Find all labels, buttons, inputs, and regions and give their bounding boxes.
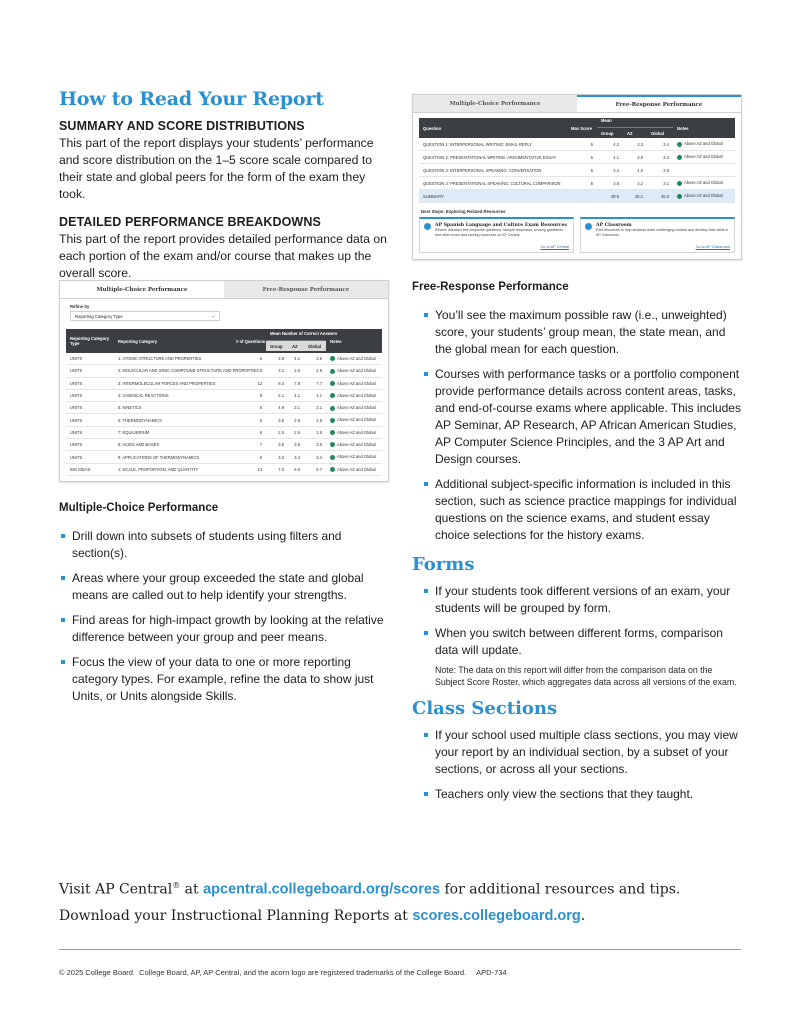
list-item: Teachers only view the sections that they taught. — [422, 786, 742, 803]
mc-table-body — [66, 353, 382, 476]
summary-heading: SUMMARY AND SCORE DISTRIBUTIONS — [59, 119, 305, 133]
table-cell: 6 — [259, 429, 262, 435]
above-badge-icon — [330, 455, 335, 460]
list-item: Find areas for high-impact growth by looking at the relative difference between your group and peer means. — [59, 612, 389, 646]
notes-text: Above AZ and Global — [684, 141, 723, 147]
forms-heading: Forms — [412, 554, 475, 575]
table-cell: 2.6 — [316, 429, 322, 435]
table-cell: QUESTION 2: PRESENTATIONAL WRITING: ARGUMENTATIVE ESSAY — [423, 154, 557, 160]
fr-table-body — [419, 138, 735, 203]
table-cell: 3.6 — [316, 356, 322, 362]
notes-text: Above AZ and Global — [337, 429, 376, 435]
info-icon — [424, 223, 431, 230]
notes-cell — [326, 405, 382, 410]
table-row — [66, 378, 382, 390]
above-badge-icon — [330, 418, 335, 423]
apcentral-link[interactable]: apcentral.collegeboard.org/scores — [203, 881, 441, 898]
table-cell: 3.6 — [316, 442, 322, 448]
list-item: When you switch between different forms, comparison data will update. — [422, 625, 742, 659]
table-cell: 12 — [257, 380, 262, 386]
table-cell: 3.8 — [278, 442, 284, 448]
table-cell: 3.4 — [663, 154, 669, 160]
table-cell: 3.6 — [613, 180, 619, 186]
tab-free-response: Free-Response Performance — [577, 95, 741, 112]
fr-bullet-list — [412, 307, 742, 544]
table-cell: 5 — [259, 405, 262, 411]
notes-cell — [326, 393, 382, 398]
table-cell: 3.4 — [613, 167, 619, 173]
table-row — [419, 151, 735, 164]
page-title: How to Read Your Report — [59, 88, 324, 110]
table-row — [66, 414, 382, 426]
mc-report-screenshot — [59, 280, 389, 482]
table-cell: 4.1 — [294, 356, 300, 362]
table-cell: 2.9 — [316, 417, 322, 423]
table-cell: 5 — [259, 368, 262, 374]
list-item: You’ll see the maximum possible raw (i.e., unweighted) score, your students’ group mean, the state mean, and the global mean for each question. — [422, 307, 742, 358]
above-badge-icon — [330, 381, 335, 386]
table-row — [66, 439, 382, 451]
detailed-heading: DETAILED PERFORMANCE BREAKDOWNS — [59, 215, 321, 229]
list-item: Drill down into subsets of students using filters and section(s). — [59, 528, 389, 562]
table-cell: 6 — [259, 454, 262, 460]
table-cell: 46.1 — [635, 193, 643, 199]
notes-text: Above AZ and Global — [337, 380, 376, 386]
table-cell: 3.9 — [663, 167, 669, 173]
mc-shot-tabs — [60, 281, 388, 299]
detailed-text: This part of the report provides detailed performance data on each portion of the exam and/or course that makes up the overall score. — [59, 232, 387, 280]
forms-note: Note: The data on this report will differ from the comparison data on the Subject Score Roster, which aggregates data across all versions of the exam. — [435, 665, 737, 687]
fr-shot-tabs — [413, 95, 741, 113]
table-cell: 2.6 — [316, 368, 322, 374]
table-cell: 2.5 — [278, 429, 284, 435]
table-cell: 3.4 — [294, 454, 300, 460]
table-cell: 5 — [590, 141, 593, 147]
table-cell: 4.2 — [613, 141, 619, 147]
above-badge-icon — [677, 194, 682, 199]
table-row — [66, 353, 382, 365]
table-cell: QUESTION 4: PRESENTATIONAL SPEAKING: CULTURAL COMPARISON — [423, 180, 561, 186]
notes-text: Above AZ and Global — [684, 154, 723, 160]
table-cell: 3.1 — [316, 405, 322, 411]
notes-text: Above AZ and Global — [337, 355, 376, 361]
table-cell: UNITS — [70, 368, 83, 374]
mc-table-header: Reporting Category Type Reporting Category # of Questions Mean Number of Correct Answers Group AZ Global Notes — [66, 329, 382, 353]
table-cell: 7.0 — [278, 466, 284, 472]
fr-table — [419, 118, 735, 203]
table-row — [419, 164, 735, 177]
forms-bullet-list — [412, 583, 742, 659]
above-badge-icon — [677, 155, 682, 160]
above-badge-icon — [330, 442, 335, 447]
table-cell: 4.1 — [316, 393, 322, 399]
notes-cell — [326, 368, 382, 373]
table-cell: UNITS — [70, 356, 83, 362]
notes-cell — [326, 430, 382, 435]
ap-classroom-link[interactable]: Go to AP Classroom — [695, 245, 730, 249]
resource-card-exam: AP Spanish Language and Culture Exam Resources Review released free-response questions, sample responses, scoring guidelines, and other exam and scoring resources on AP Central. Go to AP Central — [419, 217, 574, 253]
table-cell: 2.9 — [294, 417, 300, 423]
notes-cell — [326, 442, 382, 447]
table-cell: 8: ACIDS AND BASES — [118, 442, 160, 448]
fr-report-screenshot — [412, 94, 742, 260]
table-row — [66, 464, 382, 476]
table-cell: 3.4 — [663, 141, 669, 147]
table-row — [419, 177, 735, 190]
table-cell: 3.1 — [278, 368, 284, 374]
mc-bullet-list — [59, 528, 389, 705]
table-cell: 7 — [259, 442, 262, 448]
notes-cell — [673, 141, 735, 146]
above-badge-icon — [330, 467, 335, 472]
mc-table — [66, 329, 382, 476]
notes-cell — [326, 356, 382, 361]
footer-divider — [59, 949, 741, 950]
table-cell: 5: KINETICS — [118, 405, 142, 411]
summary-text: This part of the report displays your students’ performance and score distribution on the 1–5 score scale compared to their state and global peers for the form of the exam they took. — [59, 136, 374, 201]
table-cell: 7.7 — [316, 380, 322, 386]
notes-text: Above AZ and Global — [337, 454, 376, 460]
table-cell: 4.1 — [294, 393, 300, 399]
table-cell: 3.4 — [316, 454, 322, 460]
table-row — [66, 427, 382, 439]
above-badge-icon — [677, 142, 682, 147]
info-icon — [585, 223, 592, 230]
table-cell: 2: MOLECULAR AND IONIC COMPOUND STRUCTURE AND PROPERTIES — [118, 368, 259, 374]
above-badge-icon — [330, 406, 335, 411]
table-cell: 8 — [259, 393, 262, 399]
table-cell: 6.7 — [316, 466, 322, 472]
table-cell: 3.9 — [294, 442, 300, 448]
list-item: Areas where your group exceeded the state and global means are called out to help identify your strengths. — [59, 570, 389, 604]
notes-text: Above AZ and Global — [337, 405, 376, 411]
table-cell: 6 — [259, 356, 262, 362]
next-steps-heading: Next Steps: Exploring Related Resources — [421, 209, 506, 214]
table-cell: 1: SCALE, PROPORTION, AND QUANTITY — [118, 466, 199, 472]
resource-cards — [419, 217, 735, 253]
table-cell: 3.1 — [663, 180, 669, 186]
table-cell: 4: CHEMICAL REACTIONS — [118, 393, 169, 399]
tab-free-response: Free-Response Performance — [224, 281, 388, 298]
table-cell: UNITS — [70, 454, 83, 460]
above-badge-icon — [330, 393, 335, 398]
right-column — [412, 281, 742, 811]
table-cell: 3.3 — [278, 454, 284, 460]
table-cell: 45.0 — [661, 193, 669, 199]
table-cell: 4.1 — [613, 154, 619, 160]
resource-card-classroom: AP Classroom Find resources to help students learn challenging content and develop their skills in AP Classroom. Go to AP Classroom — [580, 217, 735, 253]
notes-cell — [326, 467, 382, 472]
left-column — [59, 88, 394, 294]
table-cell: 9: APPLICATIONS OF THERMODYNAMICS — [118, 454, 200, 460]
table-cell: 7: EQUILIBRIUM — [118, 429, 150, 435]
notes-text: Above AZ and Global — [684, 193, 723, 199]
table-cell: 2.6 — [294, 429, 300, 435]
notes-text: Above AZ and Global — [337, 442, 376, 448]
notes-text: Above AZ and Global — [337, 392, 376, 398]
list-item: Courses with performance tasks or a portfolio component provide performance details across content areas, tasks, and end-of-course exams where applicable. This includes AP Seminar, AP Research, AP African American Studies, AP Computer Science Principles, and the 3 AP Art and Design courses. — [422, 366, 742, 468]
list-item: If your school used multiple class sections, you may view your report by an individual section, by a subset of your sections, or across all your sections. — [422, 727, 742, 778]
notes-cell — [326, 381, 382, 386]
tab-multiple-choice: Multiple-Choice Performance — [413, 95, 577, 112]
above-badge-icon — [330, 369, 335, 374]
table-cell: 3.8 — [278, 417, 284, 423]
table-cell: 3.5 — [637, 154, 643, 160]
table-cell: 5 — [259, 417, 262, 423]
table-cell: UNITS — [70, 429, 83, 435]
notes-cell — [326, 417, 382, 422]
tab-multiple-choice: Multiple-Choice Performance — [96, 286, 188, 293]
table-cell: UNITS — [70, 405, 83, 411]
chevron-down-icon: ⌄ — [211, 313, 215, 318]
table-cell: 3.1 — [294, 405, 300, 411]
dropdown-value: Reporting Category Type — [75, 313, 123, 319]
table-cell: 13 — [257, 466, 262, 472]
table-cell: 6: THERMODYNAMICS — [118, 417, 162, 423]
table-cell: 49.6 — [611, 193, 619, 199]
refine-label: Refine by — [70, 304, 90, 309]
fr-section-heading: Free-Response Performance — [412, 281, 569, 293]
table-cell: 6.6 — [294, 466, 300, 472]
notes-cell — [326, 454, 382, 459]
table-cell: 5 — [590, 167, 593, 173]
table-cell: SUMMARY — [423, 193, 444, 199]
notes-cell — [673, 154, 735, 159]
table-row — [66, 451, 382, 463]
table-cell: 8.4 — [278, 380, 284, 386]
above-badge-icon — [677, 181, 682, 186]
above-badge-icon — [330, 430, 335, 435]
list-item: If your students took different versions of an exam, your students will be grouped by form. — [422, 583, 742, 617]
class-sections-bullet-list — [412, 727, 742, 803]
table-row — [66, 402, 382, 414]
table-cell: 5 — [590, 180, 593, 186]
fr-table-header: Question Max Score Mean Group AZ Global Notes — [419, 118, 735, 138]
table-row — [66, 390, 382, 402]
table-cell: 3.2 — [637, 180, 643, 186]
table-cell: UNITS — [70, 417, 83, 423]
visit-line: Visit AP Central® at apcentral.collegeboard.org/scores for additional resources and tips. — [59, 881, 681, 898]
notes-text: Above AZ and Global — [337, 466, 376, 472]
table-cell: 3.3 — [637, 141, 643, 147]
mc-section-heading: Multiple-Choice Performance — [59, 502, 219, 514]
table-row — [66, 365, 382, 377]
table-cell: UNITS — [70, 442, 83, 448]
table-cell: 2.6 — [294, 368, 300, 374]
table-cell: UNITS — [70, 393, 83, 399]
table-cell: 2.1 — [278, 393, 284, 399]
table-cell: 5 — [590, 154, 593, 160]
table-row — [419, 190, 735, 203]
table-cell: 3.9 — [278, 356, 284, 362]
table-cell: 3: INTERMOLECULAR FORCES AND PROPERTIES — [118, 380, 216, 386]
scores-link[interactable]: scores.collegeboard.org — [412, 908, 581, 924]
table-row — [419, 138, 735, 151]
notes-text: Above AZ and Global — [684, 180, 723, 186]
copyright: © 2025 College Board. College Board, AP, AP Central, and the acorn logo are registered trademarks of the College Board. APD-734 — [59, 968, 507, 977]
table-cell: BIG IDEAS — [70, 466, 91, 472]
table-cell: 4.9 — [278, 405, 284, 411]
table-cell: UNITS — [70, 380, 83, 386]
notes-text: Above AZ and Global — [337, 368, 376, 374]
list-item: Focus the view of your data to one or more reporting category types. For example, refine the data to show just Units, or Units alongside Skills. — [59, 654, 389, 705]
table-cell: 1: ATOMIC STRUCTURE AND PROPERTIES — [118, 356, 202, 362]
ap-central-link[interactable]: Go to AP Central — [540, 245, 569, 249]
mc-section — [59, 502, 389, 713]
above-badge-icon — [330, 356, 335, 361]
class-sections-heading: Class Sections — [412, 698, 558, 719]
table-cell: 4.0 — [637, 167, 643, 173]
table-cell: QUESTION 3: INTERPERSONAL SPEAKING: CONVERSATION — [423, 167, 542, 173]
download-line: Download your Instructional Planning Reports at scores.collegeboard.org. — [59, 908, 586, 924]
table-cell: QUESTION 1: INTERPERSONAL WRITING: EMAIL REPLY — [423, 141, 533, 147]
notes-text: Above AZ and Global — [337, 417, 376, 423]
notes-cell — [673, 180, 735, 185]
list-item: Additional subject-specific information is included in this section, such as science practice mappings for individual questions on the science exams, and student essay choice selections for the history exams. — [422, 476, 742, 544]
category-type-dropdown — [70, 311, 220, 321]
table-cell: 7.8 — [294, 380, 300, 386]
notes-cell — [673, 193, 735, 198]
